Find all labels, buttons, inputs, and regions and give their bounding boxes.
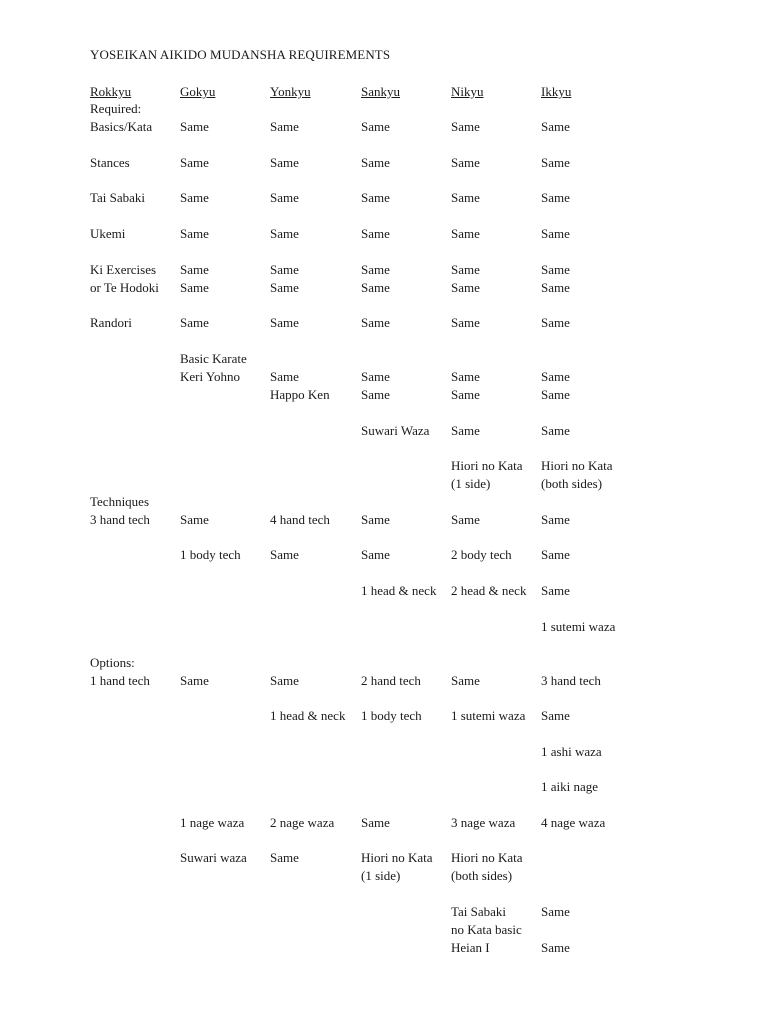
table-cell-sankyu: Same — [361, 369, 390, 384]
table-cell-nikyu: no Kata basic — [451, 922, 522, 937]
table-cell-yonkyu: Same — [270, 547, 299, 562]
table-cell-ikkyu: Same — [541, 708, 570, 723]
table-cell-sankyu: Same — [361, 190, 390, 205]
table-cell-gokyu: Same — [180, 190, 209, 205]
table-cell-rokkyu: Ukemi — [90, 226, 126, 241]
table-cell-nikyu: Hiori no Kata — [451, 850, 523, 865]
table-cell-rokkyu: Techniques — [90, 494, 150, 509]
table-cell-ikkyu: Same — [541, 369, 570, 384]
table-cell-ikkyu: Same — [541, 280, 570, 295]
table-cell-yonkyu: Same — [270, 673, 299, 688]
table-cell-rokkyu: Stances — [90, 155, 130, 170]
table-cell-rokkyu: Required: — [90, 101, 142, 116]
table-cell-ikkyu: Same — [541, 583, 570, 598]
table-cell-yonkyu: Same — [270, 155, 299, 170]
table-cell-gokyu: Same — [180, 155, 209, 170]
table-cell-ikkyu: Same — [541, 423, 570, 438]
table-cell-sankyu: Same — [361, 387, 390, 402]
table-cell-nikyu: Heian I — [451, 940, 490, 955]
table-cell-gokyu: Same — [180, 262, 209, 277]
table-cell-nikyu: Same — [451, 280, 480, 295]
table-cell-ikkyu: Same — [541, 262, 570, 277]
table-cell-yonkyu: 2 nage waza — [270, 815, 335, 830]
table-cell-nikyu: Hiori no Kata — [451, 458, 523, 473]
table-cell-ikkyu: 1 ashi waza — [541, 744, 602, 759]
table-cell-ikkyu: Same — [541, 387, 570, 402]
column-header-ikkyu: Ikkyu — [541, 84, 572, 99]
table-cell-yonkyu: Same — [270, 190, 299, 205]
table-cell-sankyu: 2 hand tech — [361, 673, 421, 688]
table-cell-rokkyu: or Te Hodoki — [90, 280, 159, 295]
table-cell-nikyu: Tai Sabaki — [451, 904, 507, 919]
table-cell-nikyu: Same — [451, 190, 480, 205]
table-cell-nikyu: Same — [451, 387, 480, 402]
table-cell-nikyu: Same — [451, 155, 480, 170]
table-cell-rokkyu: Tai Sabaki — [90, 190, 146, 205]
table-cell-ikkyu: 3 hand tech — [541, 673, 601, 688]
table-cell-ikkyu: Same — [541, 547, 570, 562]
table-cell-sankyu: 1 body tech — [361, 708, 422, 723]
table-cell-gokyu: Same — [180, 280, 209, 295]
table-cell-nikyu: (both sides) — [451, 868, 513, 883]
table-cell-yonkyu: Same — [270, 226, 299, 241]
table-cell-yonkyu: Same — [270, 280, 299, 295]
table-cell-yonkyu: Same — [270, 315, 299, 330]
column-header-gokyu: Gokyu — [180, 84, 216, 99]
table-cell-yonkyu: Same — [270, 369, 299, 384]
table-cell-yonkyu: 4 hand tech — [270, 512, 330, 527]
table-cell-sankyu: Same — [361, 119, 390, 134]
table-cell-gokyu: Basic Karate — [180, 351, 247, 366]
table-cell-ikkyu: 4 nage waza — [541, 815, 606, 830]
table-cell-nikyu: Same — [451, 423, 480, 438]
table-cell-ikkyu: Same — [541, 226, 570, 241]
column-header-yonkyu: Yonkyu — [270, 84, 311, 99]
table-cell-gokyu: Same — [180, 512, 209, 527]
table-cell-sankyu: 1 head & neck — [361, 583, 437, 598]
table-cell-ikkyu: 1 sutemi waza — [541, 619, 616, 634]
table-cell-rokkyu: Randori — [90, 315, 132, 330]
table-cell-sankyu: Same — [361, 815, 390, 830]
table-cell-ikkyu: Same — [541, 119, 570, 134]
table-cell-gokyu: Same — [180, 673, 209, 688]
table-cell-ikkyu: (both sides) — [541, 476, 603, 491]
table-cell-nikyu: 1 sutemi waza — [451, 708, 526, 723]
table-cell-rokkyu: Basics/Kata — [90, 119, 153, 134]
table-cell-ikkyu: Hiori no Kata — [541, 458, 613, 473]
table-cell-sankyu: Same — [361, 262, 390, 277]
table-cell-gokyu: Suwari waza — [180, 850, 247, 865]
table-cell-ikkyu: Same — [541, 155, 570, 170]
table-cell-sankyu: Same — [361, 512, 390, 527]
table-cell-gokyu: 1 nage waza — [180, 815, 245, 830]
table-cell-gokyu: Same — [180, 119, 209, 134]
table-cell-nikyu: (1 side) — [451, 476, 491, 491]
table-cell-sankyu: Same — [361, 155, 390, 170]
table-cell-gokyu: Same — [180, 315, 209, 330]
table-cell-gokyu: Keri Yohno — [180, 369, 240, 384]
table-cell-rokkyu: Options: — [90, 655, 135, 670]
table-cell-ikkyu: Same — [541, 190, 570, 205]
table-cell-gokyu: Same — [180, 226, 209, 241]
table-cell-sankyu: Suwari Waza — [361, 423, 430, 438]
table-cell-yonkyu: Same — [270, 850, 299, 865]
table-cell-rokkyu: 3 hand tech — [90, 512, 150, 527]
table-cell-rokkyu: 1 hand tech — [90, 673, 150, 688]
table-cell-ikkyu: Same — [541, 904, 570, 919]
table-cell-sankyu: Same — [361, 315, 390, 330]
table-cell-nikyu: Same — [451, 119, 480, 134]
table-cell-nikyu: Same — [451, 369, 480, 384]
table-cell-nikyu: Same — [451, 673, 480, 688]
table-cell-nikyu: 2 head & neck — [451, 583, 527, 598]
table-cell-sankyu: Hiori no Kata — [361, 850, 433, 865]
table-cell-sankyu: Same — [361, 547, 390, 562]
table-cell-nikyu: 3 nage waza — [451, 815, 516, 830]
table-cell-yonkyu: 1 head & neck — [270, 708, 346, 723]
table-cell-yonkyu: Same — [270, 262, 299, 277]
column-header-rokkyu: Rokkyu — [90, 84, 132, 99]
table-cell-nikyu: Same — [451, 315, 480, 330]
table-cell-rokkyu: Ki Exercises — [90, 262, 157, 277]
table-cell-nikyu: Same — [451, 226, 480, 241]
table-cell-gokyu: 1 body tech — [180, 547, 241, 562]
document-title: YOSEIKAN AIKIDO MUDANSHA REQUIREMENTS — [90, 47, 391, 62]
column-header-nikyu: Nikyu — [451, 84, 484, 99]
table-cell-sankyu: Same — [361, 226, 390, 241]
table-cell-yonkyu: Same — [270, 119, 299, 134]
table-cell-sankyu: Same — [361, 280, 390, 295]
table-cell-ikkyu: Same — [541, 512, 570, 527]
table-cell-nikyu: Same — [451, 262, 480, 277]
table-cell-ikkyu: 1 aiki nage — [541, 779, 599, 794]
table-cell-ikkyu: Same — [541, 940, 570, 955]
table-cell-nikyu: Same — [451, 512, 480, 527]
table-cell-yonkyu: Happo Ken — [270, 387, 330, 402]
table-cell-sankyu: (1 side) — [361, 868, 401, 883]
column-header-sankyu: Sankyu — [361, 84, 400, 99]
table-cell-nikyu: 2 body tech — [451, 547, 512, 562]
table-cell-ikkyu: Same — [541, 315, 570, 330]
